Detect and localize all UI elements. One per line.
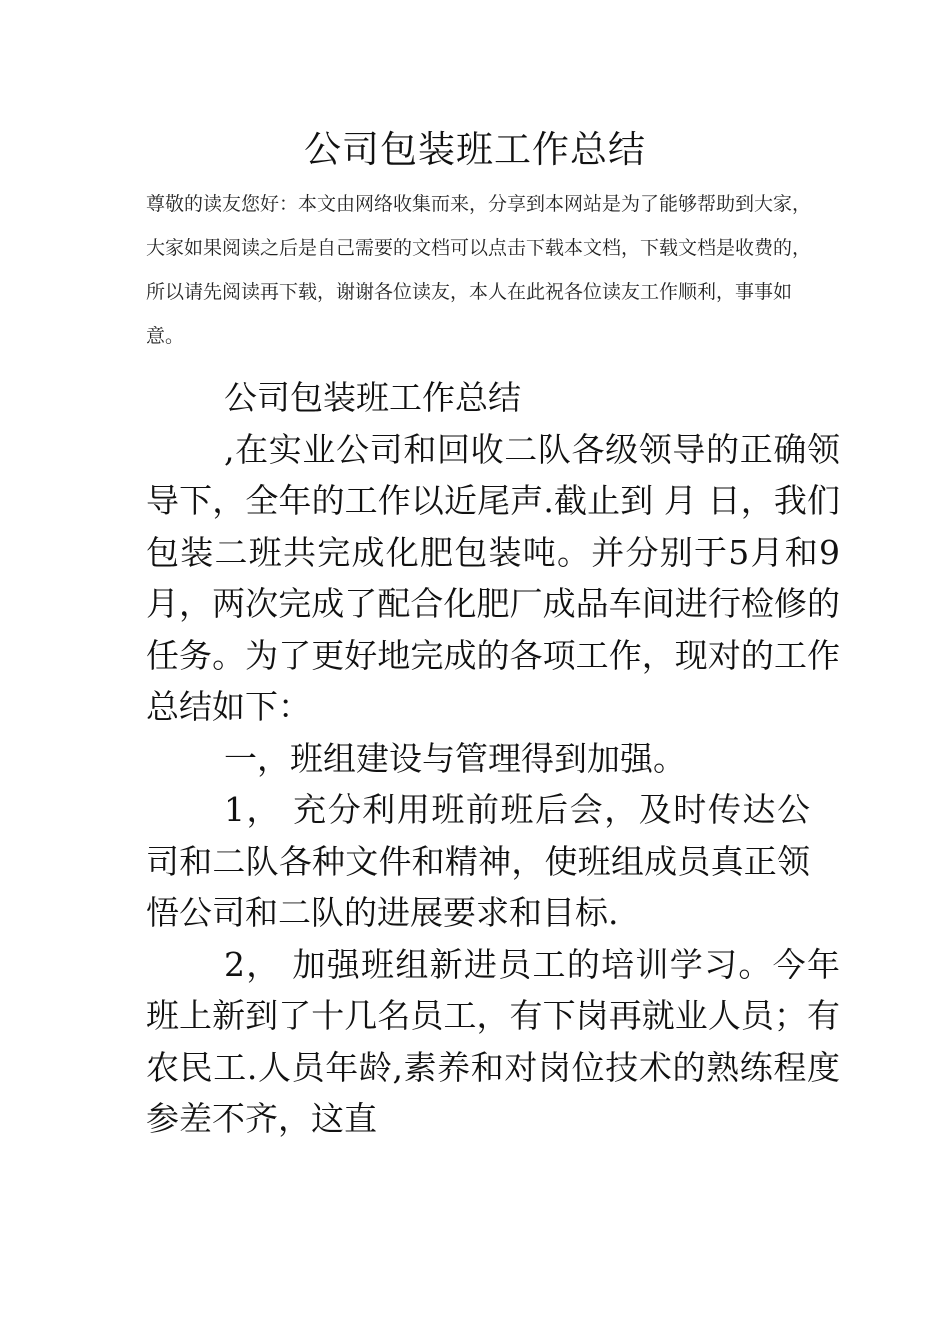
- section-heading-1: 一，班组建设与管理得到加强。: [224, 738, 686, 778]
- body-paragraph-item-2: 2， 加强班组新进员工的培训学习。今年班上新到了十几名员工，有下岗再就业人员；有农民工.人员年龄,素养和对岗位技术的熟练程度参差不齐，这直: [146, 944, 840, 1138]
- body-paragraph-intro: ,在实业公司和回收二队各级领导的正确领导下，全年的工作以近尾声.截止到 月 日，我们包装二班共完成化肥包装吨。并分别于5月和9月，两次完成了配合化肥厂成品车间进行检修的任务。为了更好地完成的各项工作，现对的工作总结如下：: [146, 429, 840, 726]
- body-paragraph-item-1: 1， 充分利用班前班后会，及时传达公司和二队各种文件和精神，使班组成员真正领悟公司和二队的进展要求和目标.: [146, 790, 810, 932]
- body-heading: 公司包装班工作总结: [224, 378, 521, 417]
- reader-notice: 尊敬的读友您好：本文由网络收集而来，分享到本网站是为了能够帮助到大家，大家如果阅读之后是自己需要的文档可以点击下载本文档，下载文档是收费的，所以请先阅读再下载，谢谢各位读友，本人在此祝各位读友工作顺利，事事如意。: [146, 193, 812, 347]
- document-title: 公司包装班工作总结: [304, 128, 646, 171]
- document-body: [146, 372, 840, 1145]
